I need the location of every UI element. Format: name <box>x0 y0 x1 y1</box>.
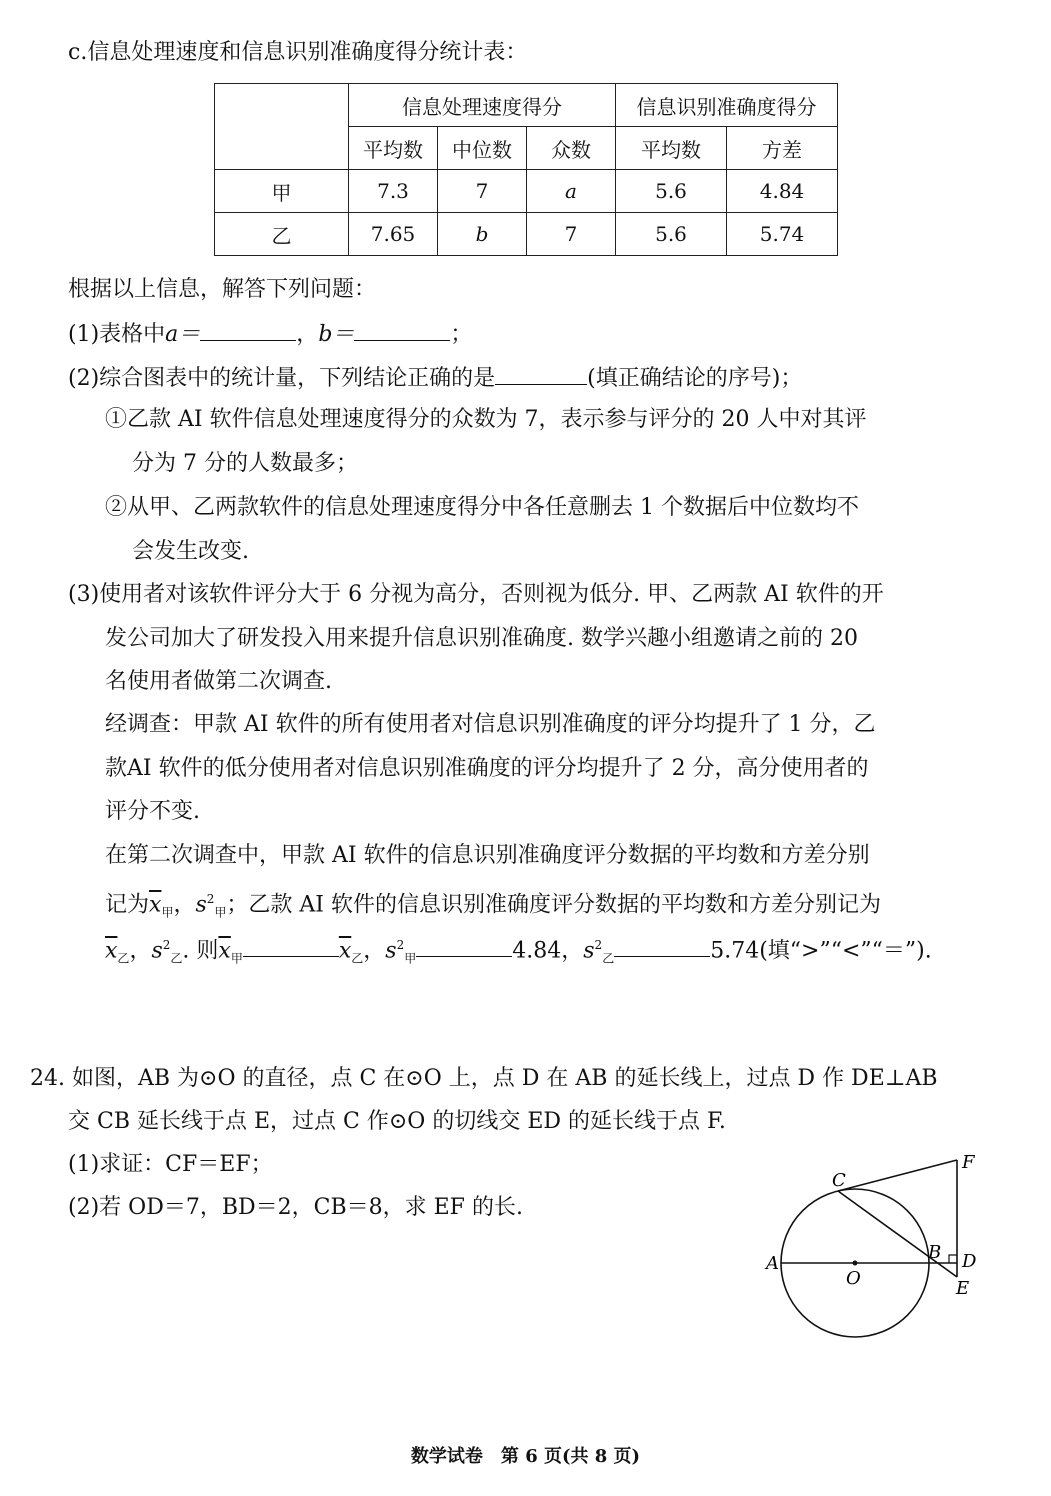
q24-part1: (1)求证：CF＝EF； <box>68 1152 273 1177</box>
table-cell: a <box>527 170 616 213</box>
label-c: C <box>832 1170 846 1191</box>
group2-header: 信息识别准确度得分 <box>616 84 838 127</box>
table-cell: b <box>438 213 527 256</box>
q24-line2: 交 CB 延长线于点 E，过点 C 作⊙O 的切线交 ED 的延长线于点 F. <box>68 1109 726 1134</box>
q3-line3: 名使用者做第二次调查. <box>105 669 332 694</box>
table-row <box>215 170 838 213</box>
label-o: O <box>846 1268 861 1289</box>
q3-line8: 记为$\overline{x}_甲$，$s^2_甲$；乙款 AI 软件的信息识别准确度评分数据的平均数和方差分别记为 <box>105 892 881 920</box>
q24-part2: (2)若 OD＝7，BD＝2，CB＝8，求 EF 的长. <box>68 1195 523 1220</box>
q3-line1: (3)使用者对该软件评分大于 6 分视为高分，否则视为低分. 甲、乙两款 AI 软件的开 <box>68 582 884 607</box>
question-1: (1)表格中a＝ ，b＝ ； <box>68 318 472 350</box>
answer-blank-var1[interactable] <box>416 934 512 957</box>
q2-item2-line1: ②从甲、乙两款软件的信息处理速度得分中各任意删去 1 个数据后中位数均不 <box>105 495 859 520</box>
q3-line4: 经调查：甲款 AI 软件的所有使用者对信息识别准确度的评分均提升了 1 分，乙 <box>105 712 876 737</box>
table-cell: 5.6 <box>616 170 727 213</box>
table-cell: 7.65 <box>349 213 438 256</box>
stats-table <box>214 83 838 256</box>
label-b: B <box>928 1242 942 1263</box>
table-cell: 5.6 <box>616 213 727 256</box>
q3-line2: 发公司加大了研发投入用来提升信息识别准确度. 数学兴趣小组邀请之前的 20 <box>105 626 858 651</box>
table-cell: 4.84 <box>727 170 838 213</box>
answer-blank-b[interactable] <box>354 318 450 341</box>
label-f: F <box>962 1152 975 1173</box>
sub-header: 中位数 <box>438 127 527 170</box>
right-angle-mark <box>949 1255 957 1263</box>
table-cell: 7 <box>527 213 616 256</box>
intro-text: 根据以上信息，解答下列问题： <box>68 277 377 302</box>
q2-item1-line2: 分为 7 分的人数最多； <box>132 451 358 476</box>
answer-blank-mean[interactable] <box>243 934 339 957</box>
row-name: 甲 <box>215 170 349 213</box>
sub-header: 平均数 <box>616 127 727 170</box>
table-cell: 5.74 <box>727 213 838 256</box>
sub-header: 方差 <box>727 127 838 170</box>
q24-line1: 24. 如图，AB 为⊙O 的直径，点 C 在⊙O 上，点 D 在 AB 的延长线上，过点 D 作 DE⊥AB <box>30 1066 938 1091</box>
q2-item1-line1: ①乙款 AI 软件信息处理速度得分的众数为 7，表示参与评分的 20 人中对其评 <box>105 407 867 432</box>
label-d: D <box>962 1251 977 1272</box>
sub-header: 众数 <box>527 127 616 170</box>
group1-header: 信息处理速度得分 <box>349 84 616 127</box>
table-corner <box>215 84 349 170</box>
line-cf <box>838 1160 957 1191</box>
table-cell: 7.3 <box>349 170 438 213</box>
q3-line9: $\overline{x}_乙$，$s^2_乙$. 则$\overline{x}_甲$ $\overline{x}_乙$，$s^2_甲$ 4.84，$s^2_乙$ 5.74(填“>”“<”“＝”). <box>105 930 932 974</box>
label-e: E <box>956 1278 970 1299</box>
q2-item2-line2: 会发生改变. <box>132 539 249 564</box>
sub-header: 平均数 <box>349 127 438 170</box>
row-name: 乙 <box>215 213 349 256</box>
q3-line5: 款AI 软件的低分使用者对信息识别准确度的评分均提升了 2 分，高分使用者的 <box>105 756 869 781</box>
table-cell: 7 <box>438 170 527 213</box>
q3-line7: 在第二次调查中，甲款 AI 软件的信息识别准确度评分数据的平均数和方差分别 <box>105 843 870 868</box>
page-footer: 数学试卷 第 6 页(共 8 页) <box>410 1446 641 1467</box>
question-2: (2)综合图表中的统计量，下列结论正确的是 (填正确结论的序号)； <box>68 362 802 394</box>
label-a: A <box>766 1253 779 1274</box>
q3-line6: 评分不变. <box>105 799 200 824</box>
answer-blank-var2[interactable] <box>614 934 710 957</box>
answer-blank-q2[interactable] <box>495 362 587 385</box>
section-c-title: c.信息处理速度和信息识别准确度得分统计表： <box>68 40 528 65</box>
table-row <box>215 213 838 256</box>
point-o <box>853 1261 858 1266</box>
answer-blank-a[interactable] <box>200 318 296 341</box>
geometry-figure <box>760 1150 1000 1350</box>
